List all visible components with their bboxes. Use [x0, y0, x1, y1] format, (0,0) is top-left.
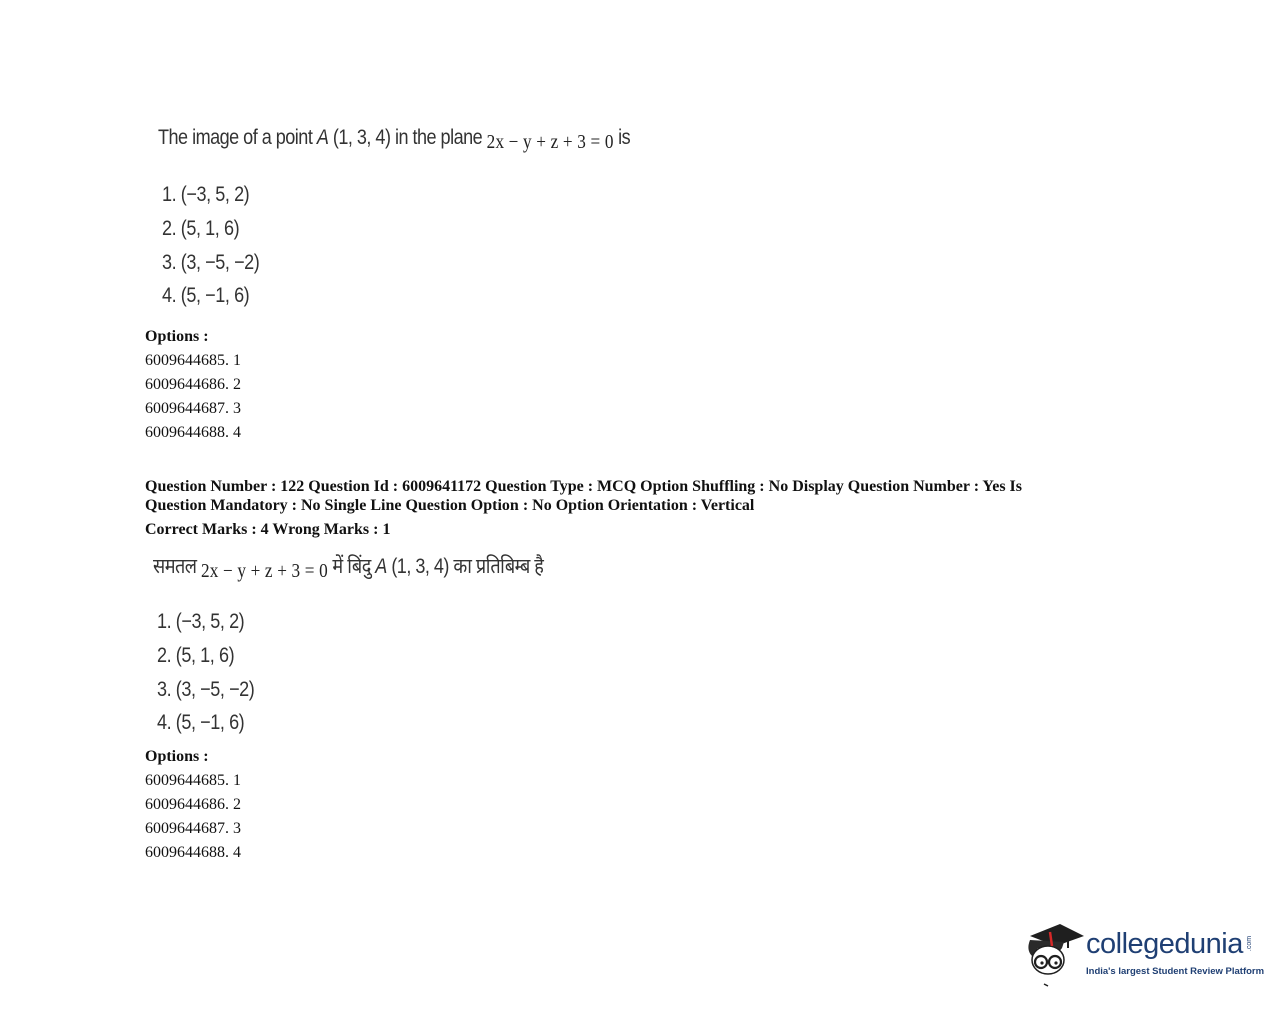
question-suffix: is: [613, 126, 631, 149]
point-coordinates: (1, 3, 4) in the plane: [328, 126, 487, 149]
logo-domain-suffix: .com: [1246, 935, 1254, 952]
option-id-4: 6009644688. 4: [145, 424, 241, 441]
option-id-2-3: 6009644687. 3: [145, 820, 241, 837]
logo-tagline: India's largest Student Review Platform: [1086, 966, 1265, 977]
point-variable: A: [316, 126, 329, 149]
answer-choice-hi-2: 2. (5, 1, 6): [157, 644, 235, 667]
option-id-1: 6009644685. 1: [145, 352, 241, 369]
plane-equation-hindi: 2x − y + z + 3 = 0: [200, 560, 328, 582]
options-heading: Options :: [145, 328, 209, 345]
option-id-2-2: 6009644686. 2: [145, 796, 241, 813]
marks-line: Correct Marks : 4 Wrong Marks : 1: [145, 521, 391, 538]
question-text-hindi: [153, 552, 543, 580]
question-hi-prefix: समतल: [153, 555, 201, 578]
option-id-3: 6009644687. 3: [145, 400, 241, 417]
plane-equation: 2x − y + z + 3 = 0: [486, 131, 614, 153]
answer-choice-3: 3. (3, −5, −2): [162, 251, 260, 274]
question-prefix: The image of a point: [158, 126, 317, 149]
answer-choice-2: 2. (5, 1, 6): [162, 217, 240, 240]
options-heading-2: Options :: [145, 748, 209, 765]
option-id-2-4: 6009644688. 4: [145, 844, 241, 861]
question-hi-suffix: (1, 3, 4) का प्रतिबिम्ब है: [386, 555, 544, 578]
mascot-icon: [1024, 918, 1086, 988]
answer-choice-hi-3: 3. (3, −5, −2): [157, 678, 255, 701]
question-hi-middle: में बिंदु: [327, 555, 376, 578]
option-id-2: 6009644686. 2: [145, 376, 241, 393]
answer-choice-hi-4: 4. (5, −1, 6): [157, 711, 245, 734]
collegedunia-logo: [1024, 918, 1264, 988]
question-meta-line-1: Question Number : 122 Question Id : 6009641172 Question Type : MCQ Option Shuffling : No Display Question Number : Yes Is: [145, 478, 1022, 495]
answer-choice-1: 1. (−3, 5, 2): [162, 183, 250, 206]
logo-wordmark: collegedunia: [1086, 928, 1243, 960]
answer-choice-4: 4. (5, −1, 6): [162, 284, 250, 307]
answer-choice-hi-1: 1. (−3, 5, 2): [157, 610, 245, 633]
question-text-english: [158, 126, 631, 153]
option-id-2-1: 6009644685. 1: [145, 772, 241, 789]
point-variable-hindi: A: [375, 555, 387, 578]
question-meta-line-2: Question Mandatory : No Single Line Question Option : No Option Orientation : Vertical: [145, 497, 755, 514]
